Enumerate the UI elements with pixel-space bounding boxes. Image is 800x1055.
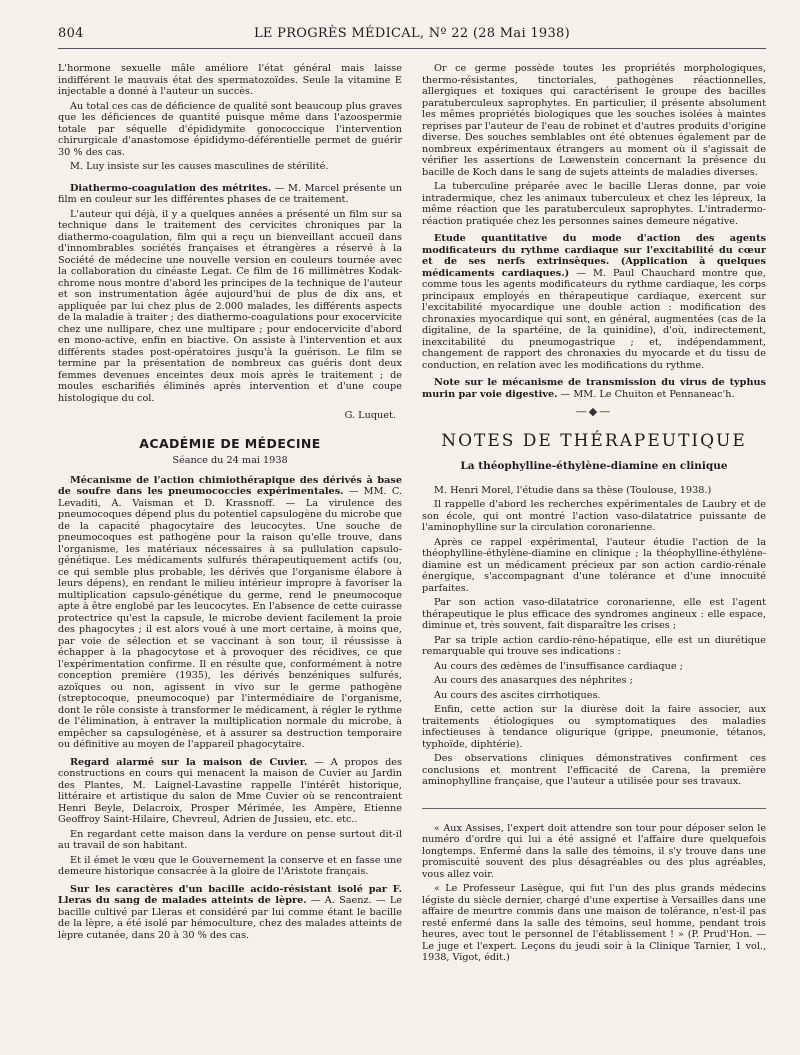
notes-subtitle: La théophylline-éthylène-diamine en clinique: [460, 460, 728, 472]
article-typhus: [422, 377, 766, 400]
right-column: [422, 63, 766, 967]
paragraph: L'hormone sexuelle mâle améliore l'état général mais laisse indifférent le mauvais état des spermatozoïdes. Seule la vitamine E injectable a donné à l'auteur un succès.: [58, 63, 402, 97]
paragraph: Il rappelle d'abord les recherches expérimentales de Laubry et de son école, qui ont montré l'action vaso-dilatatrice puissante de l'aminophylline sur la circulation coronarienne.: [422, 499, 766, 533]
article-body: — M. Paul Chauchard montre que, comme tous les agents modificateurs du rythme cardiaque, les corps principaux employés en thérapeutique cardiaque, exercent sur l'excitabilité myocardique une double action : modification des chronaxies myocardique qui sont, en général, augmentées (cas de la digitaline, de la spartéine, de la quinidine), d'où, indirectement, inexcitabilité du pneumogastrique ; et, indépendamment, changement de rapport des chronaxies du myocarde et du tissu de conduction, en relation avec les modifications du rythme.: [422, 267, 766, 371]
article-body: — M. Marcel présente un film en couleur sur les différentes phases de ce traitement.: [58, 182, 402, 205]
article-body: — MM. Le Chuiton et Pennaneac'h.: [560, 388, 735, 400]
article-heading: Note sur le mécanisme de transmission du virus de typhus murin par voie digestive.: [422, 377, 766, 400]
left-column: [58, 63, 402, 967]
article-diathermo: [58, 183, 402, 206]
article-body: — MM. C. Levaditi, A. Vaisman et D. Krassnoff. — La virulence des pneumocoques dépend plus du potentiel capsulogène du microbe que de la capacité phagocytaire des leucocytes. Une souche de pneumocoques est pathogène pour la raison qu'elle trouve, dans l'organisme, les matériaux nécessaires à sa pullulation capsulo-génétique. Les médicaments sulfurés thérapeutiquement actifs (ou, ce qui semble plus probable, les dérivés que l'organisme élabore à leurs dépens), en rendant le milieu intérieur impropre à favoriser la multiplication capsulo-génétique du germe, rend le pneumocoque apte à être englobé par les leucocytes. En l'absence de cette cuirasse protectrice qu'est la capsule, le microbe devient facilement la proie des phagocytes ; il est alors voué à une mort certaine, à moins que, par voie de sélection et se vaccinant à son tour, il réussisse à échapper à la phagocytose et à provoquer des récidives, ce que l'expérimentation confirme. Il en résulte que, conformément à notre conception première (1935), les dérivés benzéniques sulfurés, azoïques ou non, agissent in vivo sur le germe pathogène (streptocoque, pneumocoque) par l'intermédiaire de l'organisme, dont le rôle consiste à transformer le médicament, à régler le rythme de l'élimination, à entraver la multiplication normale du microbe, à empêcher sa capsulogénèse, et à assurer sa destruction temporaire ou définitive au moyen de l'appareil phagocytaire.: [58, 486, 402, 750]
paragraph: Des observations cliniques démonstratives confirment ces conclusions et montrent l'efficacité de Carena, la première aminophylline française, que l'auteur a utilisée pour ses travaux.: [422, 753, 766, 787]
paragraph: Au cours des ascites cirrhotiques.: [434, 689, 601, 701]
article-heading: Sur les caractères d'un bacille acido-résistant isolé par F. Lleras du sang de malades atteints de lèpre.: [58, 883, 402, 906]
columns: [58, 63, 766, 967]
paragraph: Au total ces cas de déficience de qualité sont beaucoup plus graves que les déficiences de quantité puisque même dans l'azoospermie totale par séquelle d'épididymite gonococcique l'intervention chirurgicale d'anastomose épididymo-déférentielle permet de guérir 30 % des cas.: [58, 100, 402, 158]
running-head: [58, 26, 766, 49]
ornament-divider: —◆—: [575, 405, 613, 418]
page-number: 804: [58, 26, 84, 41]
paragraph: Et il émet le vœu que le Gouvernement la conserve et en fasse une demeure historique consacrée à la gloire de l'Aristote français.: [58, 854, 402, 877]
paragraph: Par son action vaso-dilatatrice coronarienne, elle est l'agent thérapeutique le plus efficace des syndromes angineux : elle espace, diminue et, très souvent, fait disparaître les crises ;: [422, 597, 766, 631]
paragraph: Or ce germe possède toutes les propriétés morphologiques, thermo-résistantes, tinctoriales, pathogènes réactionnelles, allergiques et toxiques qui caractérisent le groupe des bacilles paratuberculeux saprophytes. En particulier, il présente absolument les mêmes propriétés biologiques que les souches isolées à maintes reprises par l'auteur de l'eau de robinet et d'autres produits d'origine diverse. Des souches semblables ont été obtenues également par de nombreux expérimentaux étrangers au moment où il s'agissait de vérifier les assertions de Lœwenstein concernant la présence du bacille de Koch dans le sang de sujets atteints de maladies diverses.: [422, 63, 766, 178]
article-heading: Diathermo-coagulation des métrites.: [70, 182, 272, 194]
article-mecanisme: [58, 475, 402, 751]
paragraph: M. Henri Morel, l'étudie dans sa thèse (Toulouse, 1938.): [434, 484, 712, 496]
article-heading: Regard alarmé sur la maison de Cuvier.: [70, 756, 308, 768]
divider-rule: [422, 808, 766, 809]
paragraph: Après ce rappel expérimental, l'auteur étudie l'action de la théophylline-éthylène-diamine en clinique ; la théophylline-éthylène-diamine est un médicament précieux par son action cardio-rénale énergique, s'accompagnant d'une tolérance et d'une innocuité parfaites.: [422, 536, 766, 594]
notes-title: NOTES DE THÉRAPEUTIQUE: [441, 430, 747, 451]
paragraph: En regardant cette maison dans la verdure on pense surtout dit-il au travail de son habitant.: [58, 828, 402, 851]
article-body: — A. Saenz. — Le bacille cultivé par Lleras et considéré par lui comme étant le bacille de la lèpre, a été isolé par hémoculture, chez des malades atteints de lèpre cutanée, dans 20 à 30 % des cas.: [58, 895, 402, 941]
paragraph: Au cours des anasarques des néphrites ;: [434, 675, 633, 686]
quote-paragraph: « Aux Assises, l'expert doit attendre son tour pour déposer selon le numéro d'ordre qui lui a été assigné et l'affaire dure quelquefois longtemps. Enfermé dans la salle des témoins, il s'y trouve dans une promiscuité souvent des plus désagréables ou des plus agréables, vous allez voir.: [422, 822, 766, 880]
paragraph: Enfin, cette action sur la diurèse doit la faire associer, aux traitements étiologiques ou symptomatiques des maladies infectieuses à tendance oligurique (grippe, pneumonie, tétanos, typhoïde, diphtérie).: [422, 704, 766, 750]
journal-title: LE PROGRÈS MÉDICAL, Nº 22 (28 Mai 1938): [254, 26, 570, 41]
paragraph: Au cours des œdèmes de l'insuffisance cardiaque ;: [434, 660, 683, 672]
article-etude: [422, 233, 766, 371]
article-heading: Mécanisme de l'action chimiothérapique des dérivés à base de soufre dans les pneumococcies expérimentales.: [58, 474, 402, 497]
quote-paragraph: « Le Professeur Lasègue, qui fut l'un des plus grands médecins légiste du siècle dernier, chargé d'une expertise à Versailles dans une affaire de meurtre commis dans une maison de tolérance, n'est-il pas resté enfermé dans la salle des témoins, seul homme, pendant trois heures, avec tout le personnel de l'établissement ! » (P. Prud'Hon. — Le juge et l'expert. Leçons du jeudi soir à la Clinique Tarnier, 1 vol., 1938, Vigot, édit.): [422, 883, 766, 963]
paragraph: Par sa triple action cardio-réno-hépatique, elle est un diurétique remarquable qui trouve ses indications :: [422, 634, 766, 657]
signature: G. Luquet.: [344, 410, 396, 421]
paragraph: La tuberculine préparée avec le bacille Lleras donne, par voie intradermique, chez les animaux tuberculeux et chez les lépreux, la même réaction que les paratuberculeux saprophytes. L'intradermo-réaction pratiquée chez les personnes saines demeure négative.: [422, 181, 766, 227]
paragraph: L'auteur qui déjà, il y a quelques années a présenté un film sur sa technique dans le traitement des cervicites chroniques par la diathermo-coagulation, film qui a reçu un bienveillant accueil dans d'innombrables sociétés françaises et étrangères a réservé à la Société de médecine une nouvelle version en couleurs tournée avec la collaboration du cinéaste Legat. Ce film de 16 millimètres Kodak-chrome nous montre d'abord les principes de la technique de l'auteur et son instrumentation âgée aujourd'hui de plus de dix ans, et appliquée par lui chez plus de 2.000 malades, les différents aspects de la maladie à traiter ; des diathermo-coagulations pour exocervicite chez une nullipare, chez une multipare ; pour endocervicite d'abord en mono-active, enfin en biactive. On assiste à l'intervention et aux différents stades post-opératoires jusqu'à la guérison. Le film se termine par la présentation de nombreux cas guéris dont deux femmes devenues enceintes deux mois après le traitement ; de moules escharifiés éliminés après intervention et d'une coupe histologique du col.: [58, 208, 402, 404]
article-heading: Etude quantitative du mode d'action des agents modificateurs du rythme cardiaque sur l'excitabilité du cœur et de ses nerfs extrinsèques. (Application à quelques médicaments cardiaques.): [422, 233, 766, 279]
session-date: Séance du 24 mai 1938: [172, 455, 288, 466]
section-title: ACADÉMIE DE MÉDECINE: [139, 435, 321, 451]
article-body: — A propos des constructions en cours qui menacent la maison de Cuvier au Jardin des Plantes, M. Laignel-Lavastine rappelle l'intérêt historique, littéraire et artistique du salon de Mme Cuvier où se rencontraient Henri Beyle, Delacroix, Prosper Mérimée, les Ampère, Etienne Geoffroy Saint-Hilaire, Chevreul, Adrien de Jussieu, etc. etc..: [58, 756, 402, 825]
paragraph: M. Luy insiste sur les causes masculines de stérilité.: [70, 161, 329, 172]
article-bacille: [58, 884, 402, 942]
article-cuvier: [58, 757, 402, 826]
